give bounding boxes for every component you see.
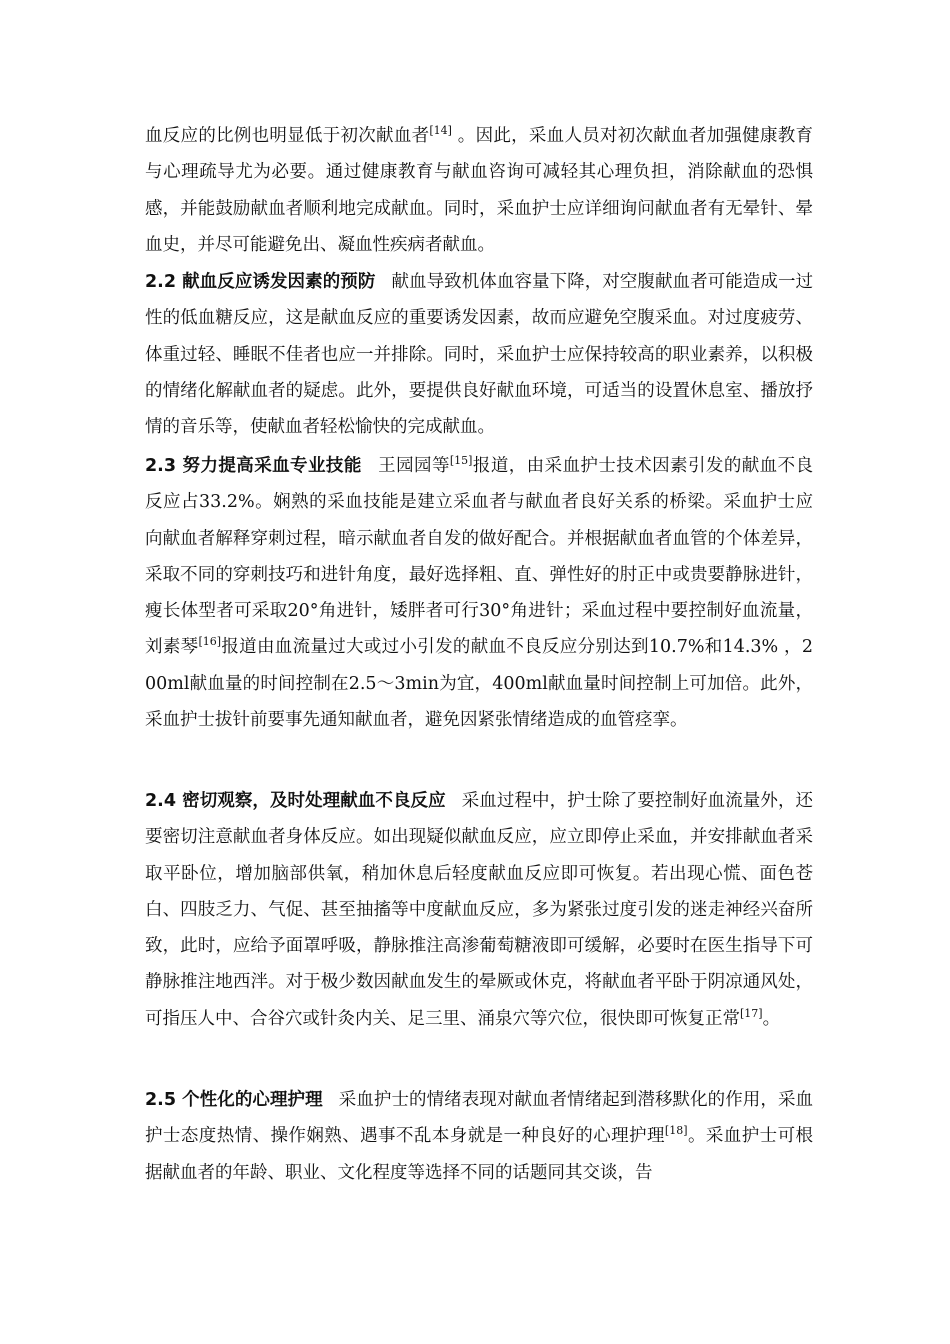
- body-text: 血反应的比例也明显低于初次献血者: [145, 126, 430, 146]
- body-text: 报道，由采血护士技术因素引发的献血不良反应占33.2%。娴熟的采血技能是建立采血者与献血者良好关系的桥梁。采血护士应向献血者解释穿刺过程，暗示献血者自发的做好配合。并根据献血者血管的个体差异，采取不同的穿刺技巧和进针角度，最好选择粗、直、弹性好的肘正中或贵要静脉进针，瘦长体型者可采取20°角进针，矮胖者可行30°角进针；采血过程中要控制好血流量，刘素琴: [145, 456, 814, 658]
- body-text: 采血护士的情绪表现对献血者情绪起到潜移默化的作用，采血护士态度热情、操作娴熟、遇事不乱本身就是一种良好的心理护理: [145, 1090, 814, 1147]
- section-heading: 2.5 个性化的心理护理: [145, 1090, 323, 1110]
- paragraph-2-3: [145, 448, 813, 738]
- citation-ref: [17]: [740, 1006, 763, 1020]
- section-heading: 2.2 献血反应诱发因素的预防: [145, 272, 376, 292]
- body-text: 采血过程中，护士除了要控制好血流量外，还要密切注意献血者身体反应。如出现疑似献血反应，应立即停止采血，并安排献血者采取平卧位，增加脑部供氧，稍加休息后轻度献血反应即可恢复。若出现心慌、面色苍白、四肢乏力、气促、甚至抽搐等中度献血反应，多为紧张过度引发的迷走神经兴奋所致，此时，应给予面罩呼吸，静脉推注高渗葡萄糖液即可缓解，必要时在医生指导下可静脉推注地西泮。对于极少数因献血发生的晕厥或休克，将献血者平卧于阴凉通风处，可指压人中、合谷穴或针灸内关、足三里、涌泉穴等穴位，很快即可恢复正常: [145, 791, 814, 1029]
- body-text: 。: [762, 1008, 781, 1029]
- paragraph-2-5: [145, 1082, 813, 1191]
- paragraph-2-2: [145, 264, 813, 445]
- citation-ref: [14]: [429, 124, 452, 137]
- body-text: 报道由血流量过大或过小引发的献血不良反应分别达到10.7%和14.3% ，200ml献血量的时间控制在2.5～3min为宜，400ml献血量时间控制上可加倍。此外，采血护士拔针前要事先通知献血者，避免因紧张情绪造成的血管痉挛。: [145, 637, 814, 731]
- citation-ref: [15]: [449, 454, 473, 467]
- paragraph-2-4: [145, 783, 813, 1037]
- citation-ref: [16]: [198, 635, 222, 649]
- section-heading: 2.4 密切观察，及时处理献血不良反应: [145, 791, 446, 811]
- paragraph-intro: [145, 118, 813, 263]
- body-text: 王园园等: [377, 456, 450, 476]
- body-text: 献血导致机体血容量下降，对空腹献血者可能造成一过性的低血糖反应，这是献血反应的重要诱发因素，故而应避免空腹采血。对过度疲劳、体重过轻、睡眠不佳者也应一并排除。同时，采血护士应保持较高的职业素养，以积极的情绪化解献血者的疑虑。此外，要提供良好献血环境，可适当的设置休息室、播放抒情的音乐等，使献血者轻松愉快的完成献血。: [145, 272, 814, 438]
- body-text: 。因此，采血人员对初次献血者加强健康教育与心理疏导尤为必要。通过健康教育与献血咨询可减轻其心理负担，消除献血的恐惧感，并能鼓励献血者顺利地完成献血。同时，采血护士应详细询问献血者有无晕针、晕血史，并尽可能避免出、凝血性疾病者献血。: [145, 126, 813, 255]
- body-text: 。采血护士可根据献血者的年龄、职业、文化程度等选择不同的话题同其交谈，告: [145, 1126, 814, 1183]
- citation-ref: [18]: [664, 1124, 688, 1138]
- section-heading: 2.3 努力提高采血专业技能: [145, 456, 362, 476]
